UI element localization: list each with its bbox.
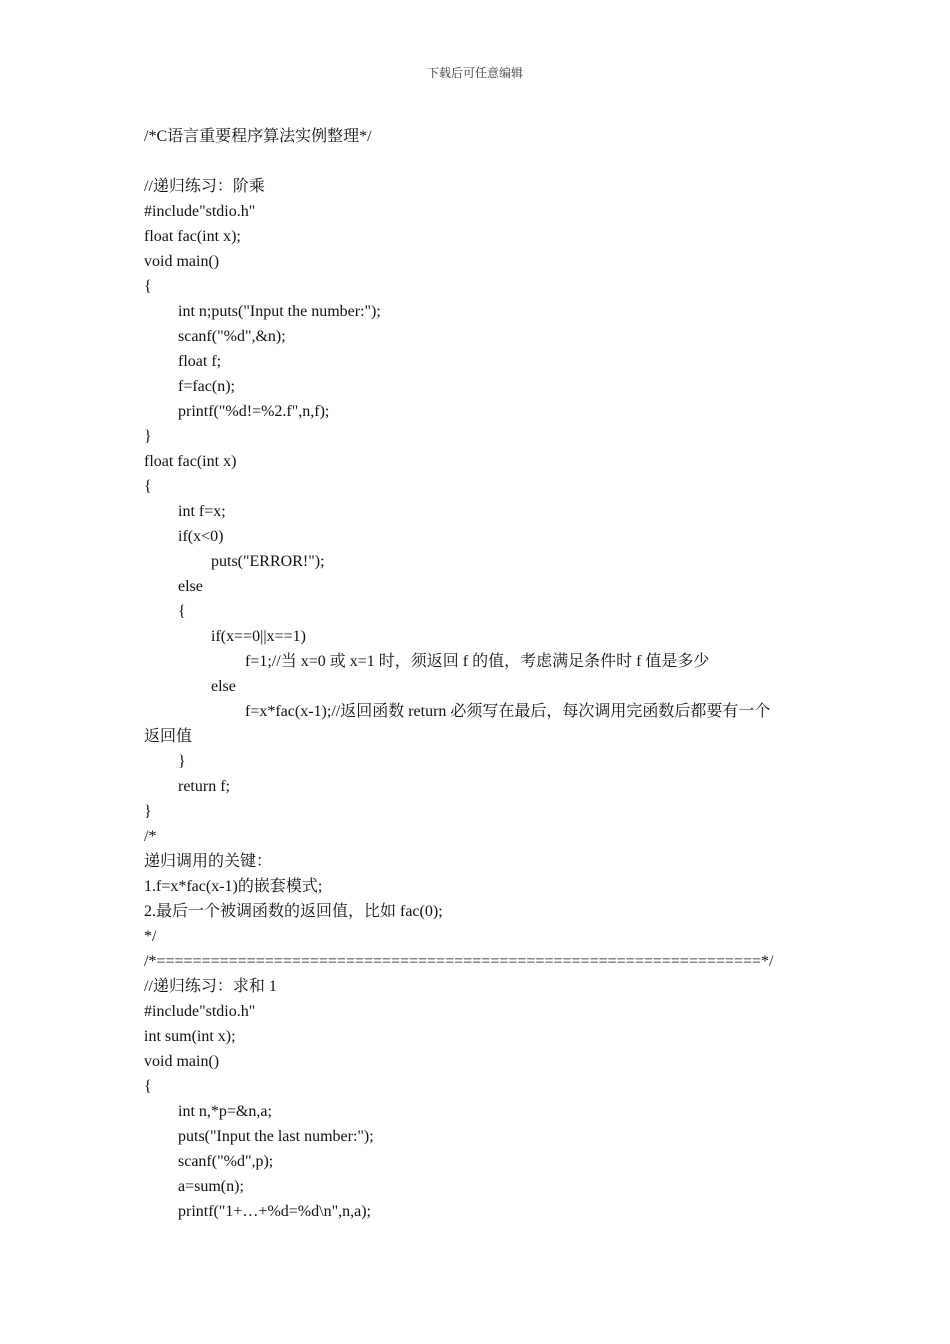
code-line: 2.最后一个被调函数的返回值，比如 fac(0); xyxy=(144,903,443,920)
code-line: return f; xyxy=(178,778,230,795)
code-line: else xyxy=(178,578,203,595)
code-line: #include"stdio.h" xyxy=(144,203,256,220)
code-line: float fac(int x); xyxy=(144,228,241,245)
code-line: scanf("%d",&n); xyxy=(178,328,286,345)
code-line: { xyxy=(144,278,152,295)
code-line: a=sum(n); xyxy=(178,1178,244,1195)
code-line: f=fac(n); xyxy=(178,378,235,395)
code-line: { xyxy=(144,1078,152,1095)
code-line: void main() xyxy=(144,1053,220,1070)
code-line: scanf("%d",p); xyxy=(178,1153,274,1170)
code-line: //递归练习：求和 1 xyxy=(144,978,277,995)
code-line: */ xyxy=(144,928,157,945)
code-line: if(x==0||x==1) xyxy=(211,628,306,645)
code-line: void main() xyxy=(144,253,220,270)
code-line: float f; xyxy=(178,353,222,370)
code-line: if(x<0) xyxy=(178,528,224,545)
code-listing xyxy=(144,174,814,1224)
code-line: printf("%d!=%2.f",n,f); xyxy=(178,403,330,420)
code-line: printf("1+…+%d=%d\n",n,a); xyxy=(178,1203,371,1220)
code-line: #include"stdio.h" xyxy=(144,1003,256,1020)
code-line: else xyxy=(211,678,236,695)
code-line: } xyxy=(144,428,152,445)
code-line: float fac(int x) xyxy=(144,453,237,470)
code-line: int f=x; xyxy=(178,503,226,520)
code-line: puts("ERROR!"); xyxy=(211,553,325,570)
code-line: f=x*fac(x-1);//返回函数 return 必须写在最后，每次调用完函数后都要有一个 xyxy=(245,703,771,720)
code-line: int n;puts("Input the number:"); xyxy=(178,303,381,320)
code-line: { xyxy=(144,478,152,495)
code-line: f=1;//当 x=0 或 x=1 时，须返回 f 的值，考虑满足条件时 f 值是多少 xyxy=(245,653,710,670)
code-line: 递归调用的关键： xyxy=(144,853,273,870)
code-line: /* xyxy=(144,828,157,845)
code-line: //递归练习：阶乘 xyxy=(144,178,265,195)
code-line: /*===================================================================*/ xyxy=(144,953,774,970)
code-line: { xyxy=(178,603,186,620)
code-line: int sum(int x); xyxy=(144,1028,236,1045)
code-line: 1.f=x*fac(x-1)的嵌套模式; xyxy=(144,878,323,895)
code-line: int n,*p=&n,a; xyxy=(178,1103,272,1120)
code-line: puts("Input the last number:"); xyxy=(178,1128,374,1145)
code-line: 返回值 xyxy=(144,728,193,745)
code-line: } xyxy=(144,803,152,820)
document-title: /*C语言重要程序算法实例整理*/ xyxy=(144,128,372,145)
page-header: 下载后可任意编辑 xyxy=(426,66,523,80)
code-line: } xyxy=(178,753,186,770)
